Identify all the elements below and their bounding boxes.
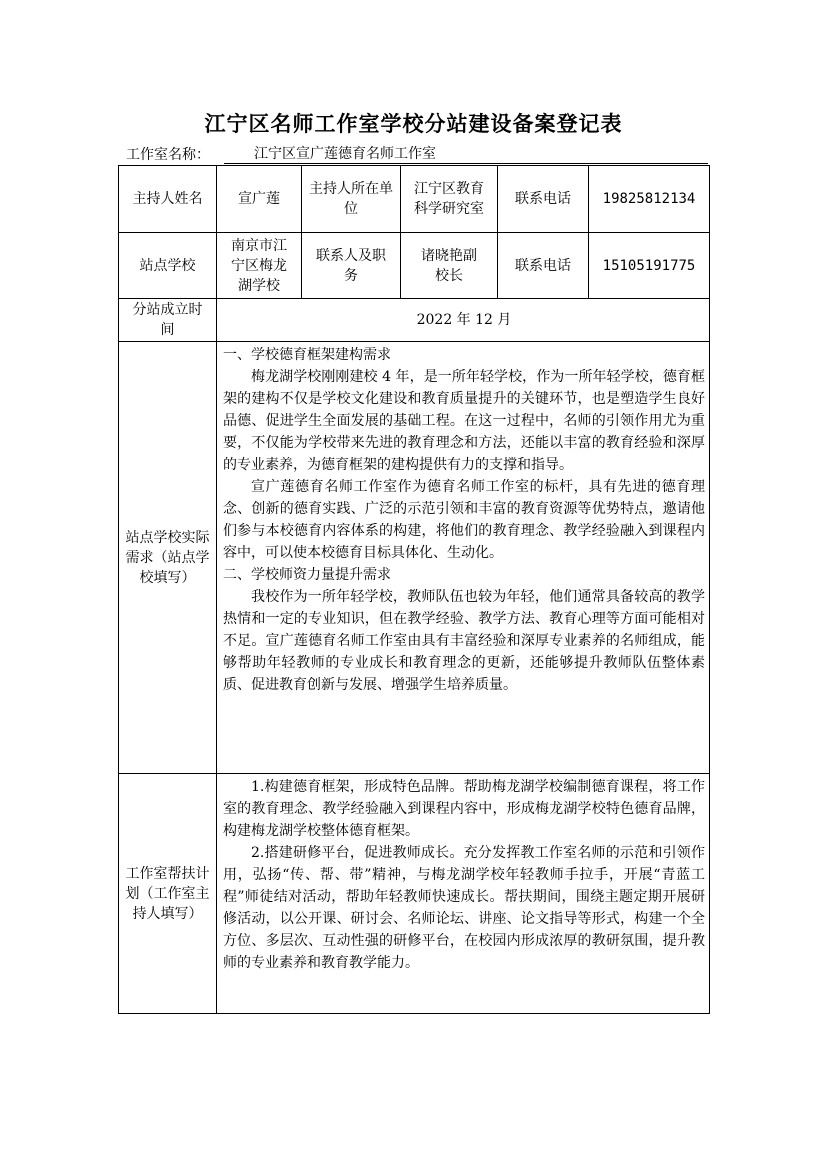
site-school-label: 站点学校	[119, 233, 217, 299]
phone-label: 联系电话	[498, 233, 589, 299]
table-row	[119, 233, 710, 299]
registration-table	[118, 165, 710, 1014]
site-needs-content	[217, 342, 710, 774]
support-plan-content	[217, 774, 710, 1014]
host-name-value: 宣广莲	[217, 166, 302, 233]
table-row	[119, 166, 710, 233]
site-needs-label: 站点学校实际需求（站点学校填写）	[119, 342, 217, 774]
site-school-value: 南京市江宁区梅龙湖学校	[217, 233, 302, 299]
section-heading: 二、学校师资力量提升需求	[223, 567, 391, 583]
host-unit-label: 主持人所在单位	[302, 166, 401, 233]
paragraph: 2.搭建研修平台，促进教师成长。充分发挥教工作室名师的示范和引领作用，弘扬“传、帮、带”精神，与梅龙湖学校年轻教师手拉手，开展“青蓝工程”师徒结对活动，帮助年轻教师快速成长。帮扶期间，围绕主题定期开展研修活动，以公开课、研讨会、名师论坛、讲座、论文指导等形式，构建一个全方位、多层次、互动性强的研修平台，在校园内形成浓厚的教研氛围，提升教师的专业素养和教育教学能力。	[223, 845, 705, 971]
studio-name-label: 工作室名称：	[126, 147, 210, 163]
contact-phone-value: 15105191775	[589, 233, 710, 299]
paragraph: 1.构建德育框架，形成特色品牌。帮助梅龙湖学校编制德育课程，将工作室的教育理念、教学经验融入到课程内容中，形成梅龙湖学校特色德育品牌，构建梅龙湖学校整体德育框架。	[223, 779, 705, 839]
paragraph: 宣广莲德育名师工作室作为德育名师工作室的标杆，具有先进的德育理念、创新的德育实践、广泛的示范引领和丰富的教育资源等优势特点，邀请他们参与本校德育内容体系的构建，将他们的教育理念、教学经验融入到课程内容中，可以使本校德育目标具体化、生动化。	[223, 479, 705, 561]
host-name-label: 主持人姓名	[119, 166, 217, 233]
page-title: 江宁区名师工作室学校分站建设备案登记表	[204, 111, 623, 136]
host-phone-value: 19825812134	[589, 166, 710, 233]
support-plan-label: 工作室帮扶计划（工作室主持人填写）	[119, 774, 217, 1014]
paragraph: 梅龙湖学校刚刚建校 4 年，是一所年轻学校，作为一所年轻学校，德育框架的建构不仅是学校文化建设和教育质量提升的关键环节，也是塑造学生良好品德、促进学生全面发展的基础工程。在这一过程中，名师的引领作用尤为重要，不仅能为学校带来先进的教育理念和方法，还能以丰富的教育经验和深厚的专业素养，为德育框架的建构提供有力的支撑和指导。	[223, 369, 705, 473]
host-unit-value: 江宁区教育科学研究室	[401, 166, 498, 233]
studio-name-value: 江宁区宣广莲德育名师工作室	[224, 145, 708, 164]
table-row	[119, 299, 710, 342]
contact-value: 诸晓艳副校长	[401, 233, 498, 299]
table-row	[119, 342, 710, 774]
paragraph: 我校作为一所年轻学校，教师队伍也较为年轻，他们通常具备较高的教学热情和一定的专业知识，但在教学经验、教学方法、教育心理等方面可能相对不足。宣广莲德育名师工作室由具有丰富经验和深厚专业素养的名师组成，能够帮助年轻教师的专业成长和教育理念的更新，还能够提升教师队伍整体素质、促进教育创新与发展、增强学生培养质量。	[223, 589, 705, 693]
contact-label: 联系人及职务	[302, 233, 401, 299]
studio-name-row	[126, 145, 708, 165]
section-heading: 一、学校德育框架建构需求	[223, 347, 391, 363]
table-row	[119, 774, 710, 1014]
founded-label: 分站成立时间	[119, 299, 217, 342]
phone-label: 联系电话	[498, 166, 589, 233]
founded-value: 2022 年 12 月	[217, 299, 710, 342]
